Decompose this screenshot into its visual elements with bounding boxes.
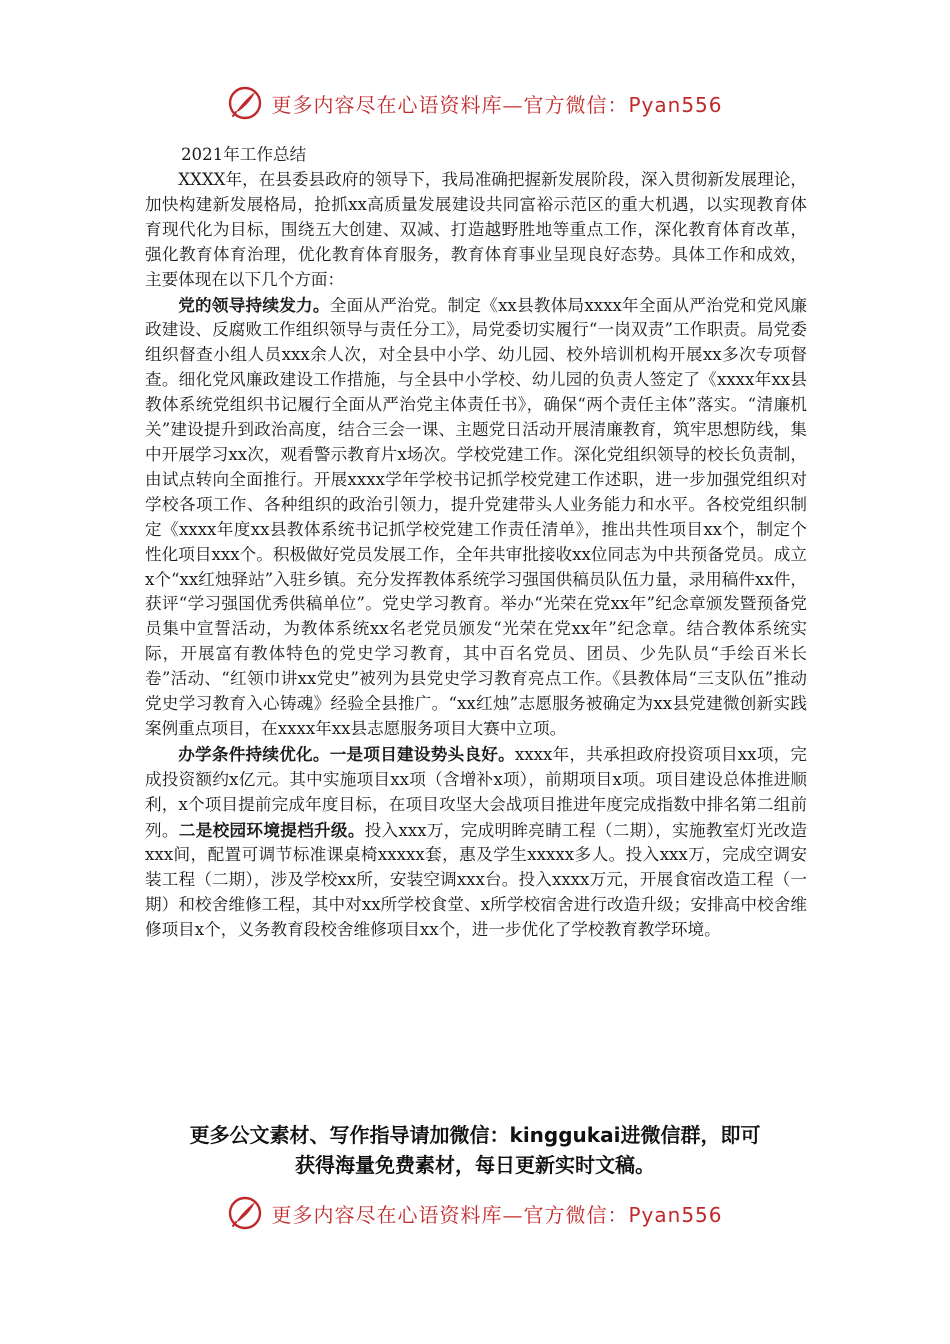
document-title: 2021年工作总结 <box>181 145 307 164</box>
quill-pen-logo-icon <box>227 85 263 121</box>
promo-line-2: 获得海量免费素材，每日更新实时文稿。 <box>295 1153 655 1177</box>
intro-paragraph: XXXX年，在县委县政府的领导下，我局准确把握新发展阶段，深入贯彻新发展理论，加快构建新发展格局，抢抓xx高质量发展建设共同富裕示范区的重大机遇，以实现教育体育现代化为目标，围绕五大创建、双减、打造越野胜地等重点工作，深化教育体育改革，强化教育体育治理，优化教育体育服务，教育体育事业呈现良好态势。具体工作和成效，主要体现在以下几个方面： <box>145 170 807 289</box>
sub-campus-environment-body: 投入xxx万，完成明眸亮睛工程（二期），实施教室灯光改造xxx间，配置可调节标准课桌椅xxxxx套，惠及学生xxxxx多人。投入xxx万，完成空调安装工程（二期），涉及学校xx所，安装空调xxx台。投入xxxx万元，开展食宿改造工程（一期）和校舍维修工程，其中对xx所学校食堂、x所学校宿舍进行改造升级；安排高中校舍维修项目x个，义务教育段校舍维修项目xx个，进一步优化了学校教育教学环境。 <box>145 820 808 940</box>
header-banner-inner <box>227 85 722 121</box>
sub-campus-environment-heading: 二是校园环境提档升级。 <box>178 819 365 840</box>
quill-pen-logo-icon <box>227 1195 263 1231</box>
section-school-conditions-heading: 办学条件持续优化。 <box>178 743 330 764</box>
header-banner-text: 更多内容尽在心语资料库—官方微信：Pyan556 <box>271 92 723 117</box>
section-party-leadership-heading: 党的领导持续发力。 <box>178 294 330 315</box>
header-banner <box>0 78 950 128</box>
header-wechat-handle: Pyan556 <box>628 92 723 117</box>
promo-line-1: 更多公文素材、写作指导请加微信：kinggukai进微信群，即可 <box>189 1123 761 1147</box>
footer-wechat-handle: Pyan556 <box>628 1202 723 1227</box>
section-party-leadership-body: 全面从严治党。制定《xx县教体局xxxx年全面从严治党和党风廉政建设、反腐败工作组织领导与责任分工》，局党委切实履行“一岗双责”工作职责。局党委组织督查小组人员xxx余人次，对全县中小学、幼儿园、校外培训机构开展xx多次专项督查。细化党风廉政建设工作措施，与全县中小学校、幼儿园的负责人签定了《xxxx年xx县教体系统党组织书记履行全面从严治党主体责任书》，确保“两个责任主体”落实。“清廉机关”建设提升到政治高度，结合三会一课、主题党日活动开展清廉教育，筑牢思想防线，集中开展学习xx次，观看警示教育片x场次。学校党建工作。深化党组织领导的校长负责制，由试点转向全面推行。开展xxxx学年学校书记抓学校党建工作述职，进一步加强党组织对学校各项工作、各种组织的政治引领力，提升党建带头人业务能力和水平。各校党组织制定《xxxx年度xx县教体系统书记抓学校党建工作责任清单》，推出共性项目xx个，制定个性化项目xxx个。积极做好党员发展工作，全年共审批接收xx位同志为中共预备党员。成立x个“xx红烛驿站”入驻乡镇。充分发挥教体系统学习强国供稿员队伍力量，录用稿件xx件，获评“学习强国优秀供稿单位”。党史学习教育。举办“光荣在党xx年”纪念章颁发暨预备党员集中宣誓活动，为教体系统xx名老党员颁发“光荣在党xx年”纪念章。结合教体系统实际，开展富有教体特色的党史学习教育，其中百名党员、团员、少先队员“手绘百米长卷”活动、“红领巾讲xx党史”被列为县党史学习教育亮点工作。《县教体局“三支队伍”推动党史学习教育入心铸魂》经验全县推广。“xx红烛”志愿服务被确定为xx县党建微创新实践案例重点项目，在xxxx年xx县志愿服务项目大赛中立项。 <box>145 295 808 738</box>
footer-banner-text: 更多内容尽在心语资料库—官方微信：Pyan556 <box>271 1202 723 1227</box>
document-body <box>145 142 807 943</box>
footer-banner <box>0 1188 950 1238</box>
section-school-conditions <box>145 742 807 943</box>
footer-banner-inner <box>227 1195 722 1231</box>
promo-block <box>100 1120 850 1180</box>
sub-project-construction-body: xxxx年，共承担政府投资项目xx项，完成投资额约x亿元。其中实施项目xx项（含增补x项），前期项目x项。项目建设总体推进顺利，x个项目提前完成年度目标，在项目攻坚大会战项目推进年度完成指数中排名第二组前列。 <box>145 744 808 840</box>
sub-project-construction-heading: 一是项目建设势头良好。 <box>329 743 515 764</box>
section-party-leadership <box>145 293 807 742</box>
